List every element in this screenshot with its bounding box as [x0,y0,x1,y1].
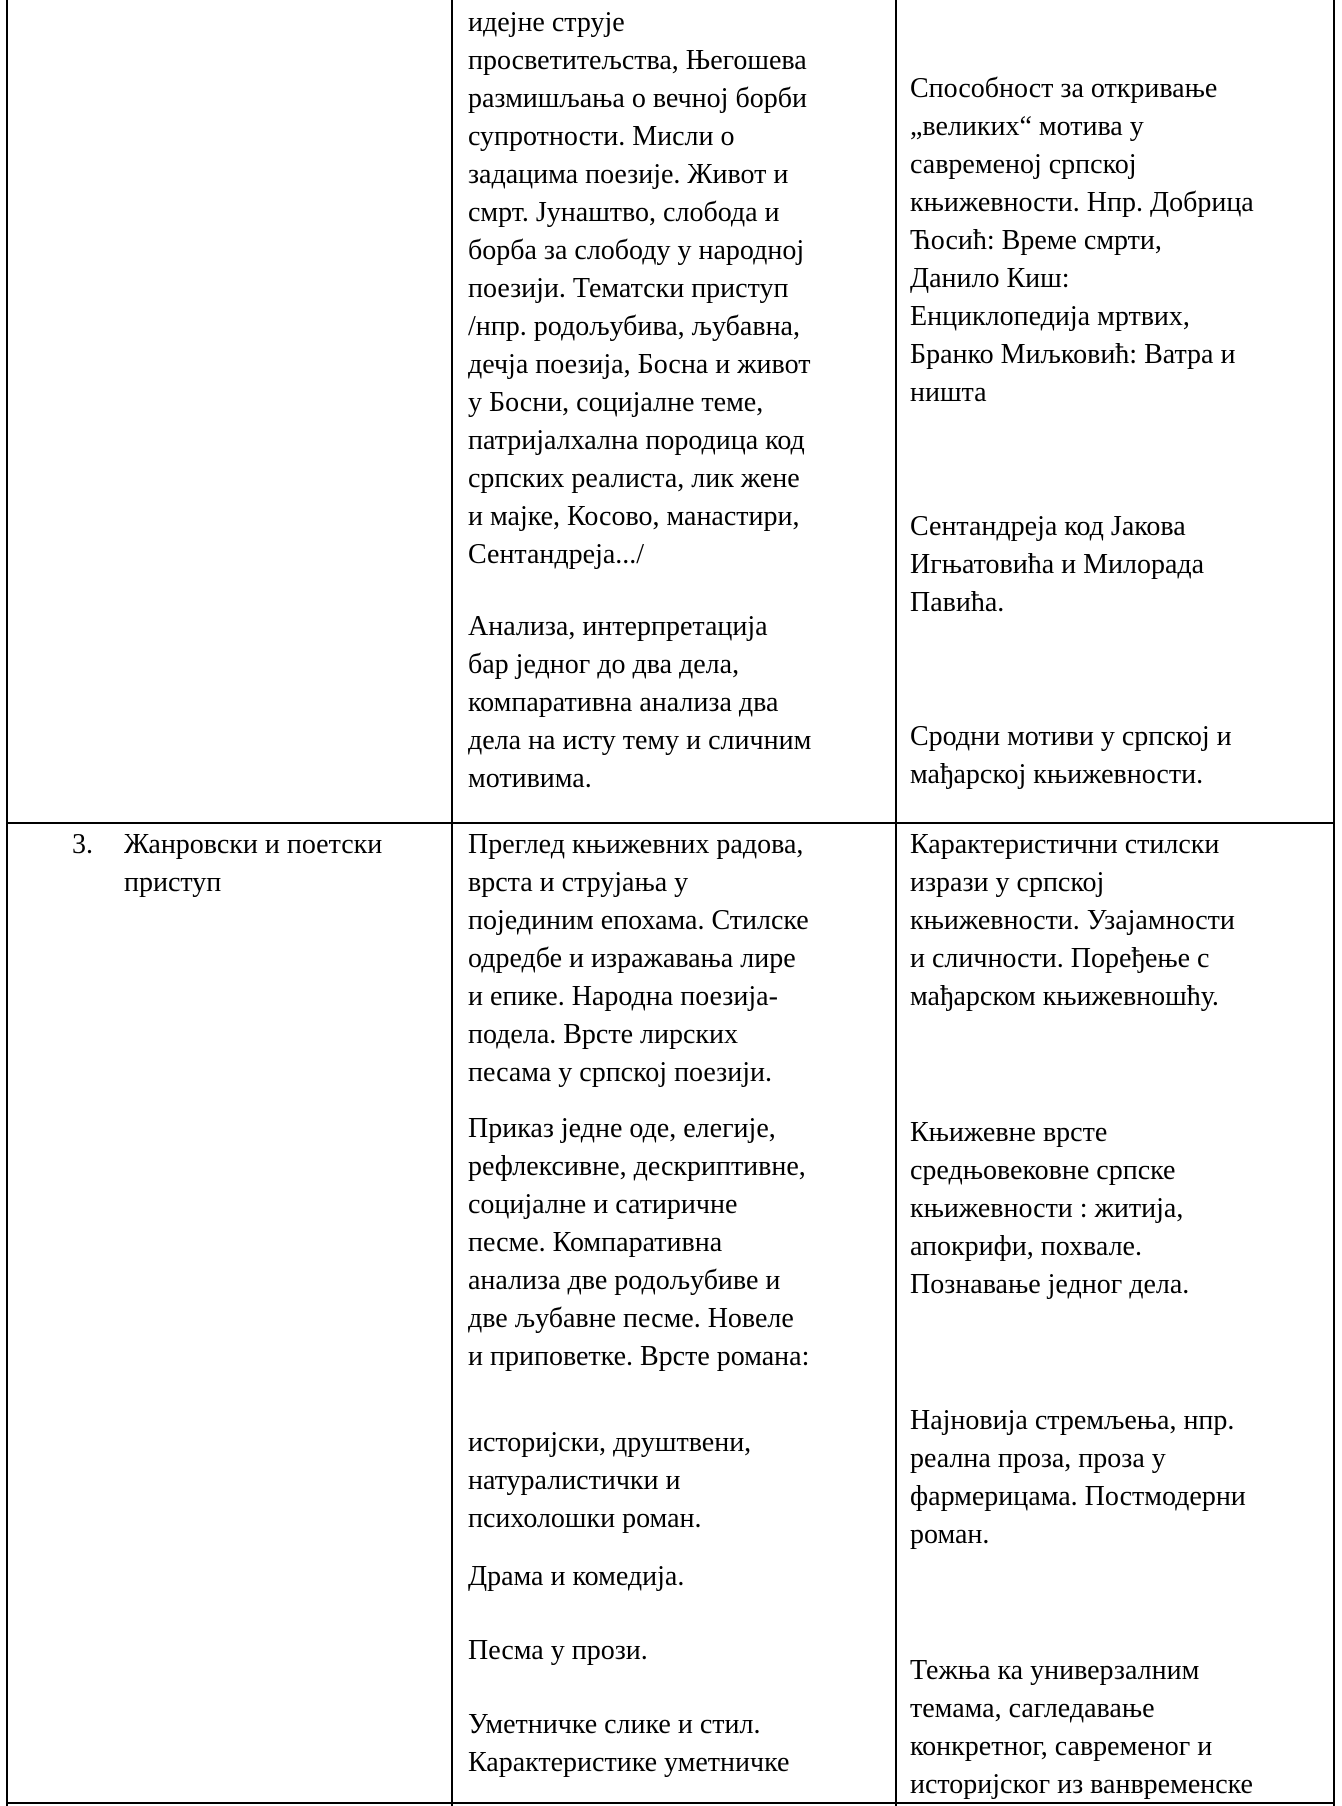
table-divider-1 [451,0,453,1806]
row-prev-extension-paragraph-2: Сентандреја код Јакова Игњатовића и Милорада Павића. [910,511,1205,618]
row-3-number: 3. [72,829,93,860]
table-border-right [1333,0,1335,1806]
row-prev-extension-paragraph-3: Сродни мотиви у српској и мађарској књижевности. [910,721,1232,790]
row-prev-content-paragraph-2: Анализа, интерпретација бар једног до два дела, компаративна анализа два дела на исту тему и сличним мотивима. [468,611,812,794]
row-3-content-paragraph-3: историјски, друштвени, натуралистички и психолошки роман. [468,1427,752,1534]
row-3-content-paragraph-5: Песма у прози. [468,1635,648,1666]
table-border-left [6,0,8,1806]
row-3-extension-paragraph-1: Карактеристични стилски изрази у српској књижевности. Узајамности и сличности. Поређење с мађарском књижевношћу. [910,829,1235,1012]
row-3-extension-paragraph-4: Тежња ка универзалним темама, сагледавање конкретног, савременог и историјског из ванвременске [910,1655,1253,1800]
table-divider-2 [895,0,897,1806]
row-3-content-paragraph-2: Приказ једне оде, елегије, рефлексивне, дескриптивне, социјалне и сатиричне песме. Компаративна анализа две родољубиве и две љубавне песме. Новеле и приповетке. Врсте романа: [468,1113,810,1372]
row-separator [6,822,1335,824]
row-prev-content-paragraph-1: идејне струје просветитељства, Његошева размишљања о вечној борби супротности. Мисли о задацима поезије. Живот и смрт. Јунаштво, слобода и борба за слободу у народној поезији. Тематски приступ /нпр. родољубива, љубавна, дечја поезија, Босна и живот у Босни, социјалне теме, патријалхална породица код српских реалиста, лик жене и мајке, Косово, манастири, Сентандреја.../ [468,7,811,570]
row-3-content-paragraph-1: Преглед књижевних радова, врста и струјања у појединим епохама. Стилске одредбе и изражавања лире и епике. Народна поезија- подела. Врсте лирских песама у српској поезији. [468,829,809,1088]
row-3-topic: Жанровски и поетски приступ [124,829,383,898]
row-3-content-paragraph-4: Драма и комедија. [468,1561,685,1592]
row-prev-extension-paragraph-1: Способност за откривање „великих“ мотива у савременој српској књижевности. Нпр. Добрица Ћосић: Време смрти, Данило Киш: Енциклопедија мртвих, Бранко Миљковић: Ватра и ништа [910,73,1254,408]
row-3-content-paragraph-6: Уметничке слике и стил. Карактеристике уметничке [468,1709,790,1778]
row-3-extension-paragraph-3: Најновија стремљења, нпр. реална проза, проза у фармерицама. Постмодерни роман. [910,1405,1246,1550]
row-3-extension-paragraph-2: Књижевне врсте средњовековне српске књижевности : житија, апокрифи, похвале. Познавање једног дела. [910,1117,1190,1300]
